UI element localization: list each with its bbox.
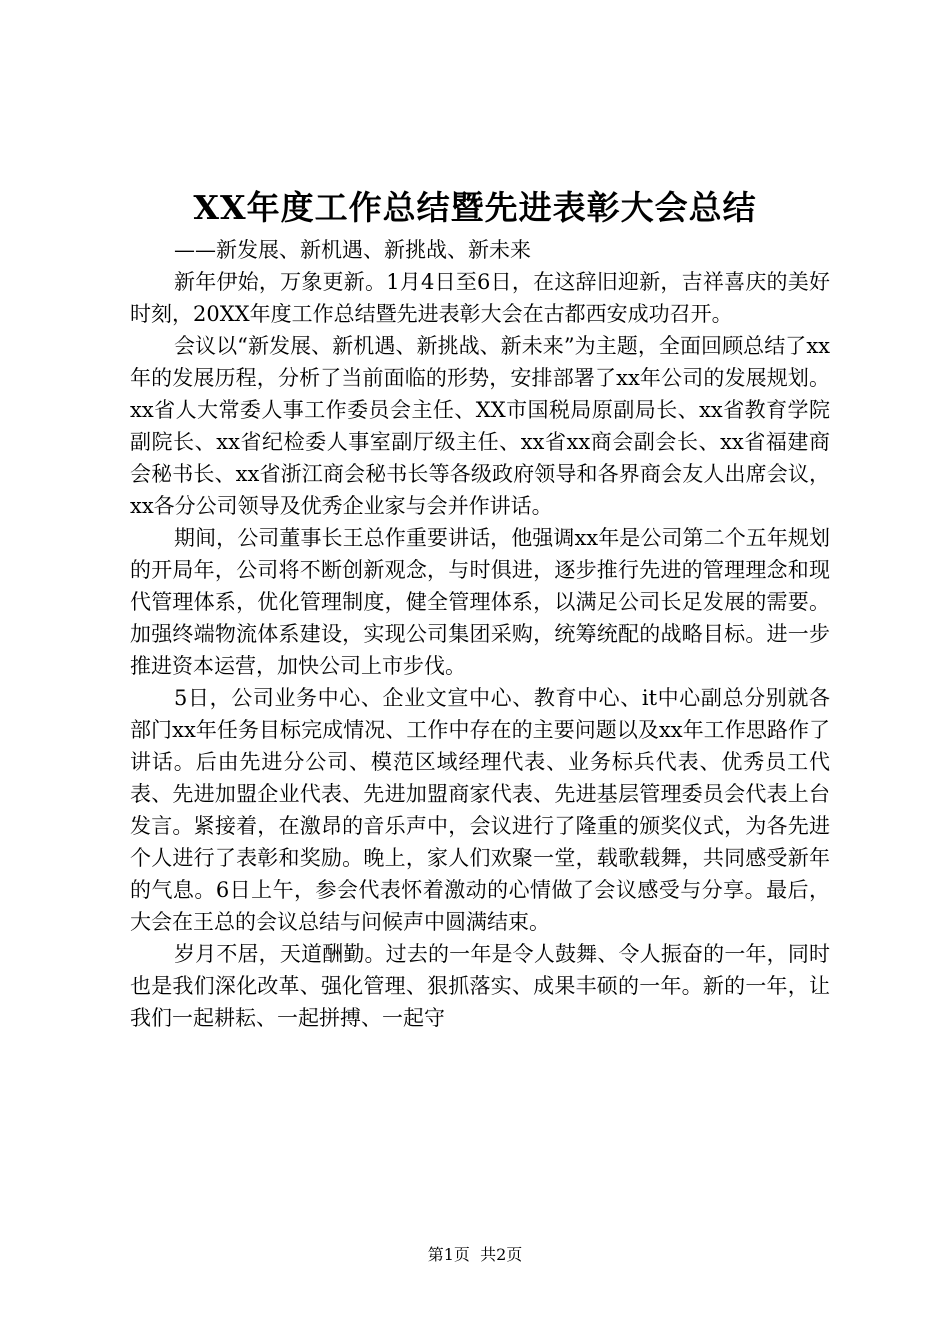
page-number-label: 第1页 [427, 1245, 470, 1264]
paragraph-3: 期间，公司董事长王总作重要讲话，他强调xx年是公司第二个五年规划的开局年，公司将不断创新观念，与时俱进，逐步推行先进的管理理念和现代管理体系，优化管理制度，健全管理体系，以满足公司长足发展的需要。加强终端物流体系建设，实现公司集团采购，统筹统配的战略目标。进一步推进资本运营，加快公司上市步伐。 [130, 526, 830, 678]
page-total-label: 共2页 [480, 1245, 523, 1264]
paragraph-2: 会议以“新发展、新机遇、新挑战、新未来”为主题，全面回顾总结了xx年的发展历程，分析了当前面临的形势，安排部署了xx年公司的发展规划。xx省人大常委人事工作委员会主任、XX市国税局原副局长、xx省教育学院副院长、xx省纪检委人事室副厅级主任、xx省xx商会副会长、xx省福建商会秘书长、xx省浙江商会秘书长等各级政府领导和各界商会友人出席会议，xx各分公司领导及优秀企业家与会并作讲话。 [130, 334, 830, 518]
paragraph-5: 岁月不居，天道酬勤。过去的一年是令人鼓舞、令人振奋的一年，同时也是我们深化改革、强化管理、狠抓落实、成果丰硕的一年。新的一年，让我们一起耕耘、一起拼搏、一起守 [130, 942, 830, 1030]
document-title: XX年度工作总结暨先进表彰大会总结 [193, 188, 757, 227]
page-footer [0, 1244, 950, 1266]
document-body [130, 234, 830, 1034]
document-subtitle: ——新发展、新机遇、新挑战、新未来 [174, 238, 531, 262]
paragraph-4: 5日，公司业务中心、企业文宣中心、教育中心、it中心副总分别就各部门xx年任务目标完成情况、工作中存在的主要问题以及xx年工作思路作了讲话。后由先进分公司、模范区域经理代表、业务标兵代表、优秀员工代表、先进加盟企业代表、先进加盟商家代表、先进基层管理委员会代表上台发言。紧接着，在激昂的音乐声中，会议进行了隆重的颁奖仪式，为各先进个人进行了表彰和奖励。晚上，家人们欢聚一堂，载歌载舞，共同感受新年的气息。6日上午，参会代表怀着激动的心情做了会议感受与分享。最后，大会在王总的会议总结与问候声中圆满结束。 [130, 686, 830, 934]
paragraph-1: 新年伊始，万象更新。1月4日至6日，在这辞旧迎新，吉祥喜庆的美好时刻，20XX年度工作总结暨先进表彰大会在古都西安成功召开。 [130, 270, 830, 326]
